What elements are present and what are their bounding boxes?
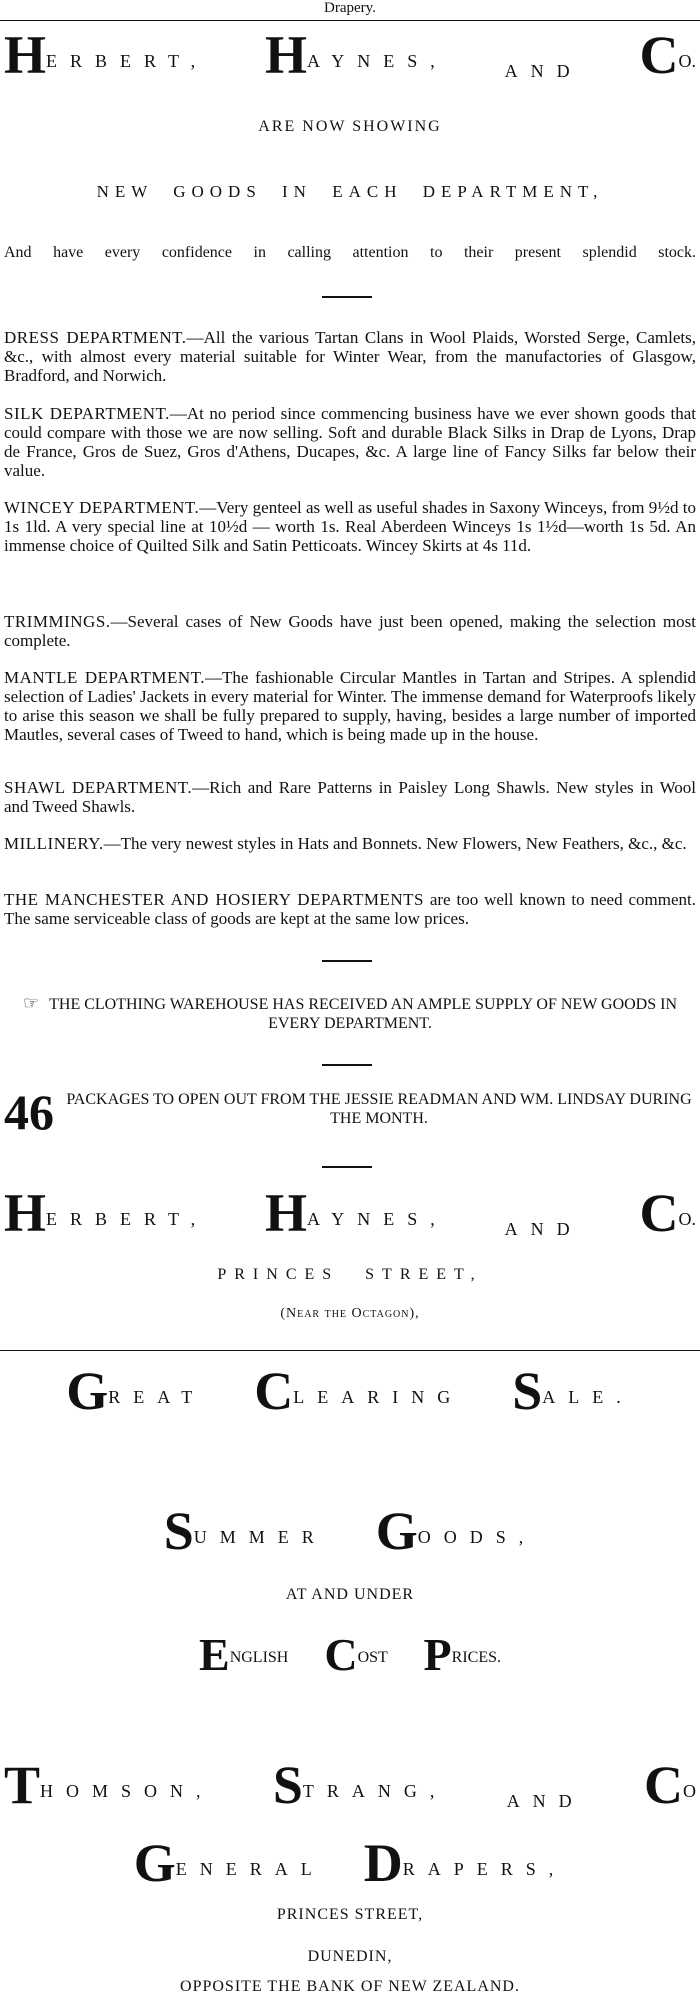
word-rest: O. [678,1209,696,1229]
general-drapers [0,1833,700,1893]
initial-s: S [163,1501,194,1561]
thomson-street: PRINCES STREET, [276,1906,424,1923]
initial-g: G [375,1501,418,1561]
address-near: (Near the Octagon), [280,1306,420,1321]
ad-separator [0,1350,700,1351]
firm-word-co [639,1183,696,1243]
divider [322,1166,372,1168]
clothing-text: THE CLOTHING WAREHOUSE HAS RECEIVED AN AMPLE SUPPLY OF NEW GOODS IN EVERY DEPARTMENT. [49,996,678,1032]
firm-word-co [643,1755,696,1815]
dept-title: MANTLE DEPARTMENT. [4,668,206,687]
english-cost-prices [0,1628,700,1681]
divider [322,1064,372,1066]
summer-goods-heading [0,1501,700,1561]
word-rest: LEARING [293,1387,464,1407]
header-rule [0,20,700,21]
initial-c: C [643,1755,683,1815]
firm-word-and: AND [504,1219,583,1239]
word-rest: O [682,1781,696,1801]
firm-word-strang [272,1755,448,1815]
dept-text: —The very newest styles in Hats and Bonnets. New Flowers, New Feathers, &c., &c. [103,834,687,853]
packages-number: 46 [4,1084,54,1140]
word-rest: AYNES, [306,1209,448,1229]
pointing-hand-icon: ☞ [22,993,40,1013]
firm-word-thomson [4,1755,214,1815]
firm-word-and: AND [506,1791,585,1811]
millinery-department [4,834,696,853]
firm-word-co [639,25,696,85]
thomson-opposite: OPPOSITE THE BANK OF NEW ZEALAND. [180,1978,520,1995]
dept-text: —Very genteel as well as useful shades in Saxony Winceys, from 9½d to 1s 1ld. A very special line at 10½d — worth 1s. Real Aberdeen Winceys 1s 1½d—worth 1s 5d. An immense choice of Quilted Silk and Satin Petticoats. Wincey Skirts at 4s 11d. [4,498,696,555]
initial-c: C [639,1183,679,1243]
word-rest: OST [357,1649,388,1666]
initial-g: G [133,1833,176,1893]
word-rest: NGLISH [229,1649,289,1666]
initial-h2: H [264,25,307,85]
showing-line: ARE NOW SHOWING [258,118,442,135]
thomson-city: DUNEDIN, [307,1948,393,1965]
firm-word-haynes [264,25,448,85]
word-rest: RAPERS, [402,1859,567,1879]
word-rest: ENERAL [175,1859,325,1879]
dress-department [4,328,696,385]
confidence-line: And have every confidence in calling attention to their present splendid stock. [4,244,696,261]
word-rest: ERBERT, [46,51,209,71]
word-rest: UMMER [193,1527,327,1547]
new-goods-line: NEW GOODS IN EACH DEPARTMENT, [96,182,604,201]
dept-text: —Rich and Rare Patterns in Paisley Long Shawls. New styles in Wool and Tweed Shawls. [4,778,696,816]
word-rest: O. [678,51,696,71]
wincey-department [4,498,696,555]
dept-title: SHAWL DEPARTMENT. [4,778,193,797]
dept-text: —The fashionable Circular Mantles in Tartan and Stripes. A splendid selection of Ladies' Jackets in every material for Winter. The immense demand for Waterproofs likely to arise this season we shall be fully prepared to supply, having, besides a large number of imported Mautles, several cases of Tweed to hand, which is being made up in the house. [4,668,697,744]
word-rest: ALE. [542,1387,634,1407]
at-and-under: AT AND UNDER [285,1586,415,1603]
firm-word-and: AND [504,61,583,81]
initial-h2: H [264,1183,307,1243]
thomson-firm-name [4,1755,696,1815]
initial-e: E [199,1629,230,1680]
initial-t: T [4,1755,41,1815]
dept-title: THE MANCHESTER AND HOSIERY DEPARTMENTS [4,890,424,909]
initial-p: P [423,1629,452,1680]
word-rest: RICES. [451,1649,501,1666]
firm-word-herbert [4,25,209,85]
initial-c: C [639,25,679,85]
word-rest: HOMSON, [40,1781,214,1801]
section-header [0,0,700,17]
dept-title: DRESS DEPARTMENT. [4,328,187,347]
initial-c: C [254,1361,294,1421]
initial-s: S [512,1361,543,1421]
dept-title: WINCEY DEPARTMENT. [4,498,200,517]
word-rest: TRANG, [302,1781,448,1801]
initial-d: D [363,1833,403,1893]
category-label: Drapery. [324,0,376,16]
initial-s: S [272,1755,303,1815]
dept-text: —At no period since commencing business have we ever shown goods that could compare with those we are now selling. Soft and durable Black Silks in Drap de Lyons, Drap de France, Gros de Suez, Gros d'Athens, Ducapes, &c. A large line of Fancy Silks far below their value. [4,404,696,480]
firm-word-haynes [264,1183,448,1243]
firm-name-footer [4,1183,696,1243]
initial-h: H [4,1183,47,1243]
word-rest: OODS, [417,1527,537,1547]
word-rest: AYNES, [306,51,448,71]
dept-title: MILLINERY. [4,834,104,853]
dept-title: TRIMMINGS. [4,612,111,631]
sale-heading [0,1361,700,1421]
packages-notice [4,1084,696,1140]
initial-c: C [324,1629,358,1680]
mantle-department [4,668,696,744]
firm-name [4,25,696,85]
divider [322,296,372,298]
clothing-notice [4,994,696,1033]
silk-department [4,404,696,480]
word-rest: ERBERT, [46,1209,209,1229]
address-street: PRINCES STREET, [217,1266,483,1283]
dept-title: SILK DEPARTMENT. [4,404,170,423]
word-rest: REAT [108,1387,206,1407]
divider [322,960,372,962]
firm-word-herbert [4,1183,209,1243]
initial-g: G [66,1361,109,1421]
manchester-department [4,890,696,928]
dept-text: —Several cases of New Goods have just been opened, making the selection most complete. [4,612,696,650]
dept-text: are too well known to need comment. The same serviceable class of goods are kept at the same low prices. [4,890,696,928]
dept-text: —All the various Tartan Clans in Wool Plaids, Worsted Serge, Camlets, &c., with almost every material suitable for Winter Wear, from the manufactories of Glasgow, Bradford, and Norwich. [4,328,696,385]
initial-h: H [4,25,47,85]
packages-text: PACKAGES TO OPEN OUT FROM THE JESSIE READMAN AND WM. LINDSAY DURING THE MONTH. [66,1091,692,1127]
shawl-department [4,778,696,816]
trimmings-department [4,612,696,650]
